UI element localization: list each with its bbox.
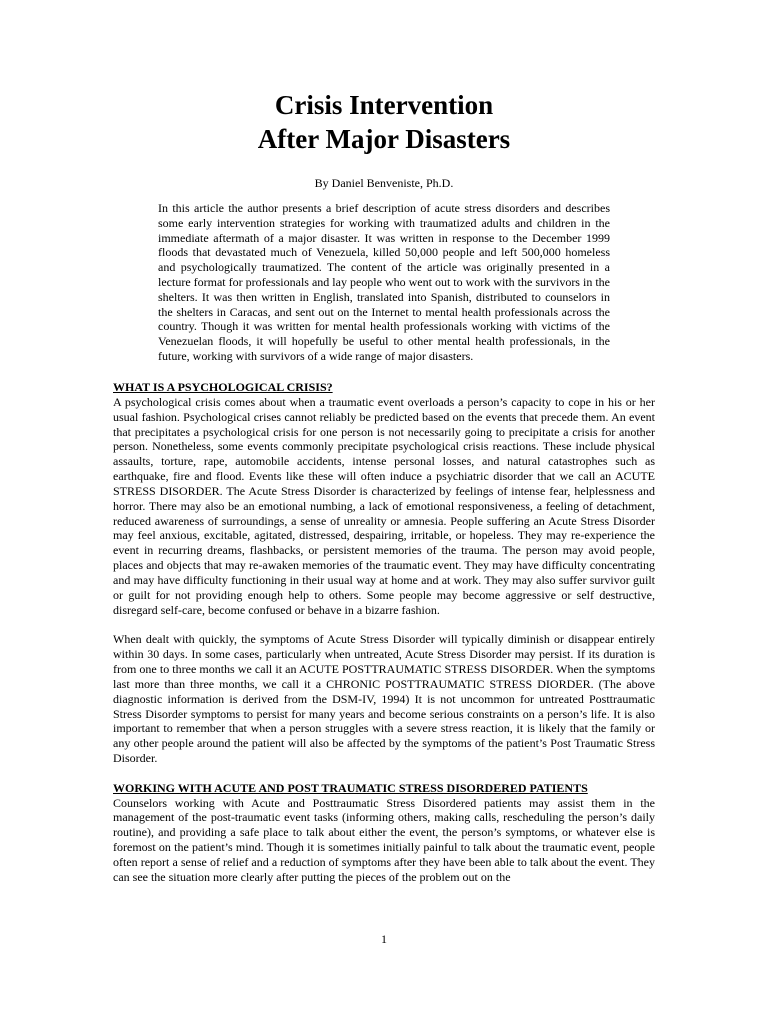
page-number: 1 xyxy=(381,932,387,946)
section1-paragraph-2: When dealt with quickly, the symptoms of Acute Stress Disorder will typically diminish or disappear entirely within 30 days. In some cases, particularly when untreated, Acute Stress Disorder may persist. If its duration is from one to three months we call it an ACUTE POSTTRAUMATIC STRESS DISORDER. When the symptoms last more than three months, we call it a CHRONIC POSTTRAUMATIC STRESS DIORDER. (The above diagnostic information is derived from the DSM-IV, 1994) It is not uncommon for untreated Posttraumatic Stress Disorder symptoms to persist for many years and become serious constraints on a person’s life. It is also important to remember that when a person struggles with a severe stress reaction, it is likely that the family or any other people around the patient will also be affected by the symptoms of the patient’s Post Traumatic Stress Disorder. xyxy=(113,632,655,766)
section-heading-psychological-crisis: WHAT IS A PSYCHOLOGICAL CRISIS? xyxy=(113,380,333,394)
abstract-paragraph: In this article the author presents a brief description of acute stress disorders and describes some early intervention strategies for working with traumatized adults and children in the immediate aftermath of a major disaster. It was written in response to the December 1999 floods that devastated much of Venezuela, killed 50,000 people and left 500,000 homeless and psychologically traumatized. The content of the article was originally presented in a lecture format for professionals and lay people who went out to work with the survivors in the shelters. It was then written in English, translated into Spanish, distributed to counselors in the shelters in Caracas, and sent out on the Internet to mental health professionals across the country. Though it was written for mental health professionals working with victims of the Venezuelan floods, it will hopefully be useful to other mental health professionals, in the future, working with survivors of a wide range of major disasters. xyxy=(158,201,610,363)
section-heading-working-with-patients: WORKING WITH ACUTE AND POST TRAUMATIC STRESS DISORDERED PATIENTS xyxy=(113,780,588,795)
paragraph-spacer xyxy=(113,618,655,633)
section2-paragraph-1: Counselors working with Acute and Posttraumatic Stress Disordered patients may assist them in the management of the post-traumatic event tasks (informing others, making calls, rescheduling the person’s daily routine), and providing a safe place to talk about either the event, the person’s symptoms, or whatever else is foremost on the patient’s mind. Though it is sometimes initially painful to talk about the traumatic event, people often report a sense of relief and a reduction of symptoms after they have been able to talk about the event. They can see the situation more clearly after putting the pieces of the problem out on the xyxy=(113,795,655,884)
section1-paragraph-1: A psychological crisis comes about when a traumatic event overloads a person’s capacity to cope in his or her usual fashion. Psychological crises cannot reliably be predicted based on the events that precede them. An event that precipitates a psychological crisis for one person is not necessarily going to precipitate a crisis for another person. Nonetheless, some events commonly precipitate psychological crisis reactions. These include physical assaults, torture, rape, automobile accidents, intense personal losses, and natural catastrophes such as earthquake, fire and flood. Events like these will often induce a psychiatric disorder that we call an ACUTE STRESS DISORDER. The Acute Stress Disorder is characterized by feelings of intense fear, helplessness and horror. There may also be an emotional numbing, a lack of emotional responsiveness, a feeling of detachment, reduced awareness of surroundings, a sense of unreality or amnesia. People suffering an Acute Stress Disorder may feel anxious, excitable, agitated, distressed, despairing, irritable, or hopeless. They may re-experience the event in recurring dreams, flashbacks, or persistent memories of the trauma. The person may avoid people, places and objects that may re-awaken memories of the traumatic event. They may have difficulty concentrating and may have difficulty functioning in their usual way at home and at work. They may also suffer survivor guilt or guilt for not providing enough help to others. Some people may become aggressive or self destructive, disregard self-care, become confused or behave in a bizarre fashion. xyxy=(113,394,655,617)
article-body xyxy=(113,380,655,885)
title-line-1: Crisis Intervention xyxy=(274,90,494,120)
document-title xyxy=(0,88,768,156)
author-byline: By Daniel Benveniste, Ph.D. xyxy=(314,176,454,190)
paragraph-spacer xyxy=(113,766,655,781)
title-line-2: After Major Disasters xyxy=(257,124,511,154)
